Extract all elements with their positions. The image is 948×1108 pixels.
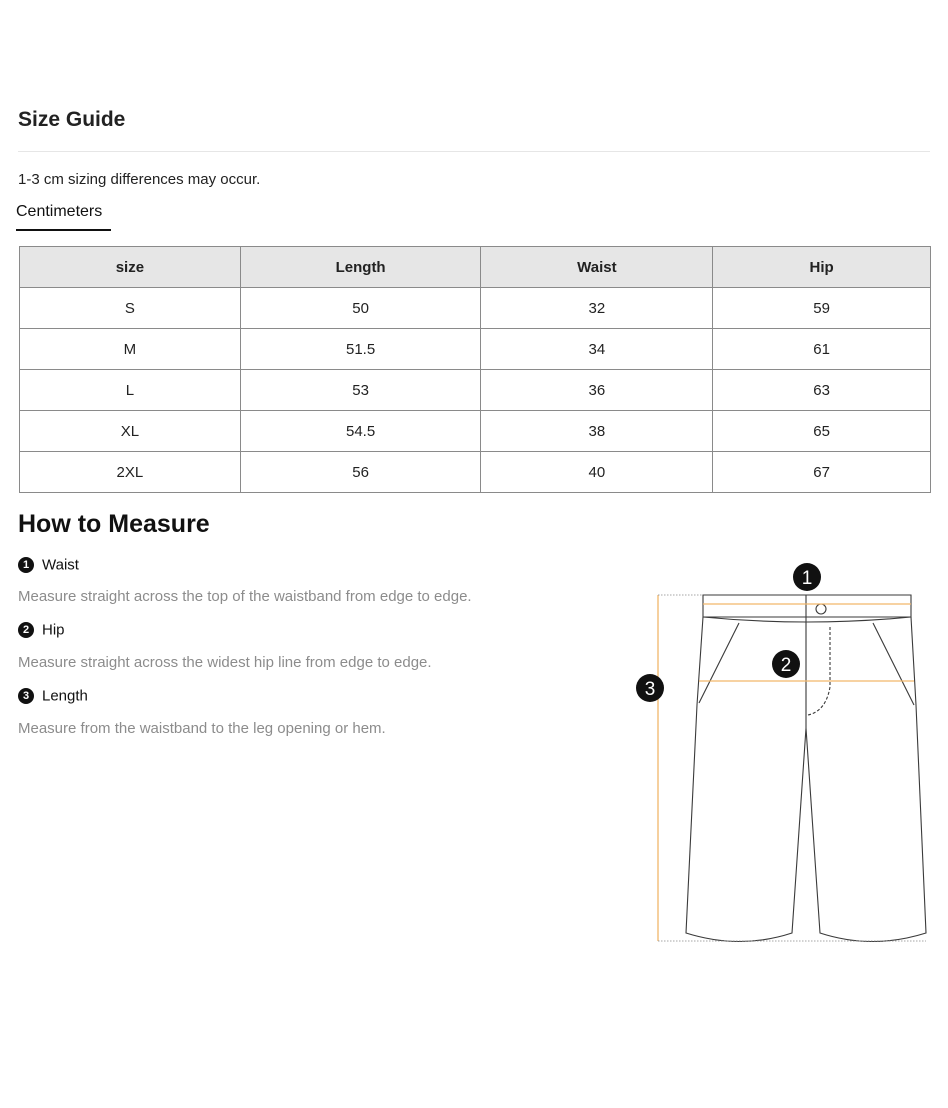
table-row [20,370,931,411]
marker-1 [793,563,821,591]
measurement-guides [658,595,914,941]
cell-waist: 38 [481,411,713,452]
measure-item-length [18,687,88,705]
table-row [20,288,931,329]
cell-hip: 67 [713,452,931,493]
measure-item-hip [18,621,65,639]
table-row [20,452,931,493]
measure-item-label: Length [42,687,88,705]
svg-text:1: 1 [801,568,813,589]
column-header-length: Length [240,247,481,288]
svg-text:3: 3 [644,679,656,700]
measure-item-description: Measure from the waistband to the leg opening or hem. [18,720,386,737]
measure-item-waist [18,556,79,574]
cell-hip: 65 [713,411,931,452]
title-divider [18,151,930,152]
cell-waist: 34 [481,329,713,370]
how-to-measure-heading: How to Measure [18,510,210,538]
measure-item-description: Measure straight across the widest hip line from edge to edge. [18,654,432,671]
number-3-icon: 3 [18,688,34,704]
shorts-measurement-diagram [620,555,938,950]
cell-length: 50 [240,288,481,329]
number-1-icon: 1 [18,557,34,573]
cell-waist: 32 [481,288,713,329]
measure-item-label: Hip [42,621,65,639]
table-row [20,329,931,370]
cell-size: L [20,370,241,411]
measure-item-label: Waist [42,556,79,574]
table-row [20,411,931,452]
cell-length: 51.5 [240,329,481,370]
cell-size: S [20,288,241,329]
cell-hip: 61 [713,329,931,370]
cell-length: 56 [240,452,481,493]
cell-waist: 40 [481,452,713,493]
page-title: Size Guide [18,108,126,131]
cell-length: 54.5 [240,411,481,452]
cell-length: 53 [240,370,481,411]
measure-item-description: Measure straight across the top of the waistband from edge to edge. [18,588,472,605]
number-2-icon: 2 [18,622,34,638]
sizing-note: 1-3 cm sizing differences may occur. [18,171,261,188]
size-table [19,246,931,493]
column-header-size: size [20,247,241,288]
column-header-waist: Waist [481,247,713,288]
cell-size: XL [20,411,241,452]
column-header-hip: Hip [713,247,931,288]
marker-2 [772,650,800,678]
cell-waist: 36 [481,370,713,411]
shorts-outline [686,595,926,942]
marker-3 [636,674,664,702]
tab-centimeters[interactable]: Centimeters [16,203,111,231]
cell-hip: 59 [713,288,931,329]
svg-text:2: 2 [780,655,792,676]
dotted-extensions [658,595,926,941]
cell-size: 2XL [20,452,241,493]
cell-hip: 63 [713,370,931,411]
table-header-row [20,247,931,288]
cell-size: M [20,329,241,370]
